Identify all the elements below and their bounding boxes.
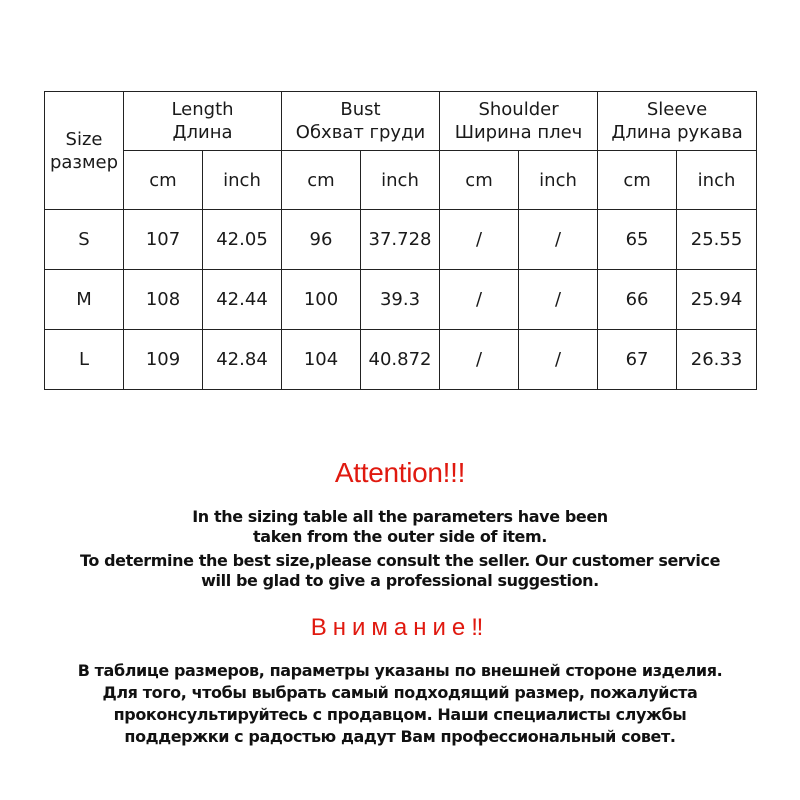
bust-inch-cell: 40.872 — [361, 330, 440, 390]
table-row — [45, 330, 757, 390]
bust-header-en: Bust — [340, 99, 381, 120]
ru-attention-heading: Внимание‼ — [310, 614, 490, 641]
bust-header-ru: Обхват груди — [295, 122, 426, 143]
length-cm-cell: 108 — [124, 270, 203, 330]
en-notice-line: will be glad to give a professional suggestion. — [201, 571, 599, 590]
ru-notice-line: проконсультируйтесь с продавцом. Наши специалисты службы — [113, 705, 687, 724]
length-header-en: Length — [171, 99, 234, 120]
bust-cm-cell: 104 — [282, 330, 361, 390]
shoulder-header-en: Shoulder — [478, 99, 559, 120]
sleeve-inch-cell: 26.33 — [677, 330, 757, 390]
size-cell: M — [45, 270, 124, 330]
size-header-en: Size — [65, 128, 103, 150]
length-cm-cell: 109 — [124, 330, 203, 390]
shoulder-inch-cell: / — [519, 330, 598, 390]
unit-inch-cell: inch — [203, 151, 282, 210]
group-header-row — [45, 92, 757, 151]
shoulder-cm-cell: / — [440, 330, 519, 390]
length-inch-cell: 42.84 — [203, 330, 282, 390]
sleeve-inch-cell: 25.94 — [677, 270, 757, 330]
sleeve-header-en: Sleeve — [646, 99, 708, 120]
length-inch-cell: 42.05 — [203, 210, 282, 270]
size-header-cell — [45, 92, 124, 210]
size-chart-table — [44, 91, 757, 390]
unit-cm-cell: cm — [598, 151, 677, 210]
bust-inch-cell: 39.3 — [361, 270, 440, 330]
shoulder-header-ru: Ширина плеч — [454, 122, 583, 143]
en-notice-line: To determine the best size,please consult the seller. Our customer service — [79, 551, 721, 570]
unit-inch-cell: inch — [519, 151, 598, 210]
table-row — [45, 270, 757, 330]
shoulder-inch-cell: / — [519, 210, 598, 270]
unit-cm-cell: cm — [440, 151, 519, 210]
shoulder-inch-cell: / — [519, 270, 598, 330]
size-cell: S — [45, 210, 124, 270]
unit-cm-cell: cm — [282, 151, 361, 210]
unit-inch-cell: inch — [677, 151, 757, 210]
unit-header-row — [45, 151, 757, 210]
length-header-cell — [124, 92, 282, 151]
ru-notice-paragraph — [0, 660, 800, 748]
unit-cm-cell: cm — [124, 151, 203, 210]
table-row — [45, 210, 757, 270]
bust-cm-cell: 96 — [282, 210, 361, 270]
sleeve-inch-cell: 25.55 — [677, 210, 757, 270]
length-header-ru: Длина — [172, 122, 233, 143]
sleeve-cm-cell: 66 — [598, 270, 677, 330]
sleeve-header-cell — [598, 92, 757, 151]
en-notice-line: taken from the outer side of item. — [253, 527, 547, 546]
unit-inch-cell: inch — [361, 151, 440, 210]
attention-heading: Attention!!! — [334, 457, 466, 488]
length-cm-cell: 107 — [124, 210, 203, 270]
en-notice-paragraph-1 — [0, 507, 800, 547]
shoulder-cm-cell: / — [440, 210, 519, 270]
ru-notice-line: поддержки с радостью дадут Вам профессиональный совет. — [124, 727, 676, 746]
ru-notice-line: В таблице размеров, параметры указаны по внешней стороне изделия. — [77, 661, 723, 680]
sleeve-header-ru: Длина рукава — [611, 122, 743, 143]
shoulder-header-cell — [440, 92, 598, 151]
bust-cm-cell: 100 — [282, 270, 361, 330]
shoulder-cm-cell: / — [440, 270, 519, 330]
sleeve-cm-cell: 65 — [598, 210, 677, 270]
length-inch-cell: 42.44 — [203, 270, 282, 330]
en-notice-paragraph-2 — [0, 551, 800, 591]
bust-inch-cell: 37.728 — [361, 210, 440, 270]
bust-header-cell — [282, 92, 440, 151]
ru-notice-line: Для того, чтобы выбрать самый подходящий размер, пожалуйста — [102, 683, 698, 702]
size-cell: L — [45, 330, 124, 390]
sleeve-cm-cell: 67 — [598, 330, 677, 390]
en-notice-line: In the sizing table all the parameters have been — [192, 507, 608, 526]
size-header-ru: размер — [49, 151, 119, 173]
